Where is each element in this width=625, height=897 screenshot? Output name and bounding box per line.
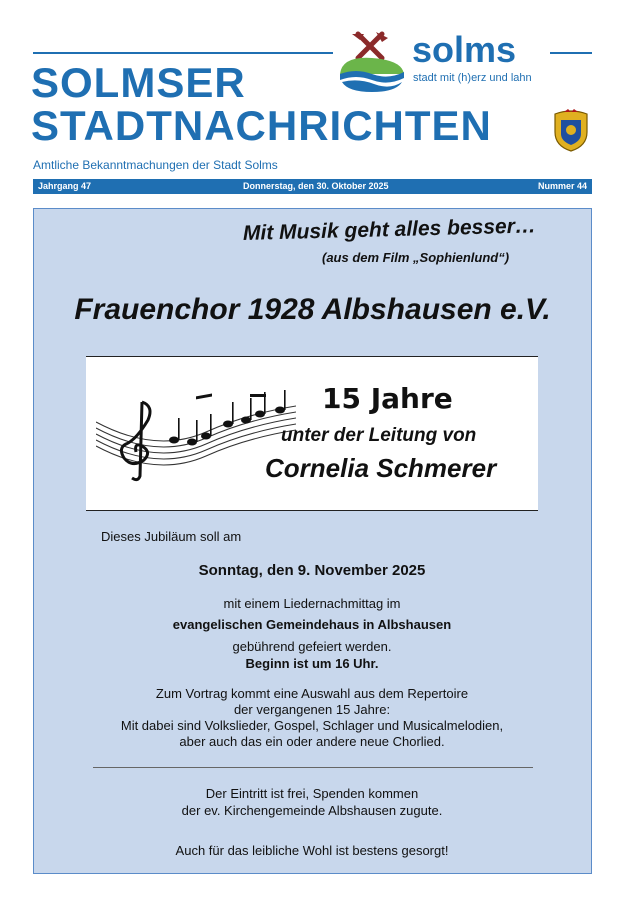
issue-info-bar (33, 179, 592, 194)
entry-line-1: Der Eintritt ist frei, Spenden kommen (205, 786, 419, 801)
start-time: Beginn ist um 16 Uhr. (245, 656, 379, 671)
choir-name-heading: Frauenchor 1928 Albshausen e.V. (74, 293, 551, 326)
intro-text: Dieses Jubiläum soll am (101, 529, 242, 544)
food-note: Auch für das leibliche Wohl ist bestens gesorgt! (175, 843, 449, 858)
repertoire-line-1: Zum Vortrag kommt eine Auswahl aus dem Repertoire (155, 686, 469, 701)
event-venue: evangelischen Gemeindehaus in Albshausen (172, 617, 452, 632)
celebrate-text: gebührend gefeiert werden. (232, 639, 392, 654)
leadership-label: unter der Leitung von (281, 425, 477, 446)
solms-logo-icon (336, 28, 408, 94)
masthead-title-line1: SOLMSER (31, 59, 246, 106)
volume-label: Jahrgang 47 (38, 181, 92, 191)
masthead-subtitle: Amtliche Bekanntmachungen der Stadt Solms (33, 158, 278, 172)
event-date: Sonntag, den 9. November 2025 (198, 562, 426, 579)
city-crest-icon (552, 108, 590, 152)
header-rule-right (550, 52, 592, 54)
conductor-name: Cornelia Schmerer (265, 453, 497, 483)
section-divider (93, 767, 533, 768)
logo-wordmark: solms (412, 29, 517, 70)
anniversary-years: 15 Jahre (322, 382, 453, 415)
issue-date: Donnerstag, den 30. Oktober 2025 (243, 181, 389, 191)
entry-line-2: der ev. Kirchengemeinde Albshausen zugute. (181, 803, 443, 818)
motto-source: (aus dem Film „Sophienlund“) (322, 250, 510, 265)
issue-number: Nummer 44 (537, 181, 587, 191)
repertoire-line-4: aber auch das ein oder andere neue Chorlied. (179, 734, 445, 749)
repertoire-line-2: der vergangenen 15 Jahre: (233, 702, 391, 717)
motto-text: Mit Musik geht alles besser… (242, 214, 537, 245)
masthead-title-line2: STADTNACHRICHTEN (31, 102, 492, 149)
repertoire-line-3: Mit dabei sind Volkslieder, Gospel, Schlager und Musicalmelodien, (120, 718, 504, 733)
header-rule-left (33, 52, 333, 54)
logo-tagline: stadt mit (h)erz und lahn (413, 72, 532, 84)
event-with-text: mit einem Liedernachmittag im (223, 596, 401, 611)
